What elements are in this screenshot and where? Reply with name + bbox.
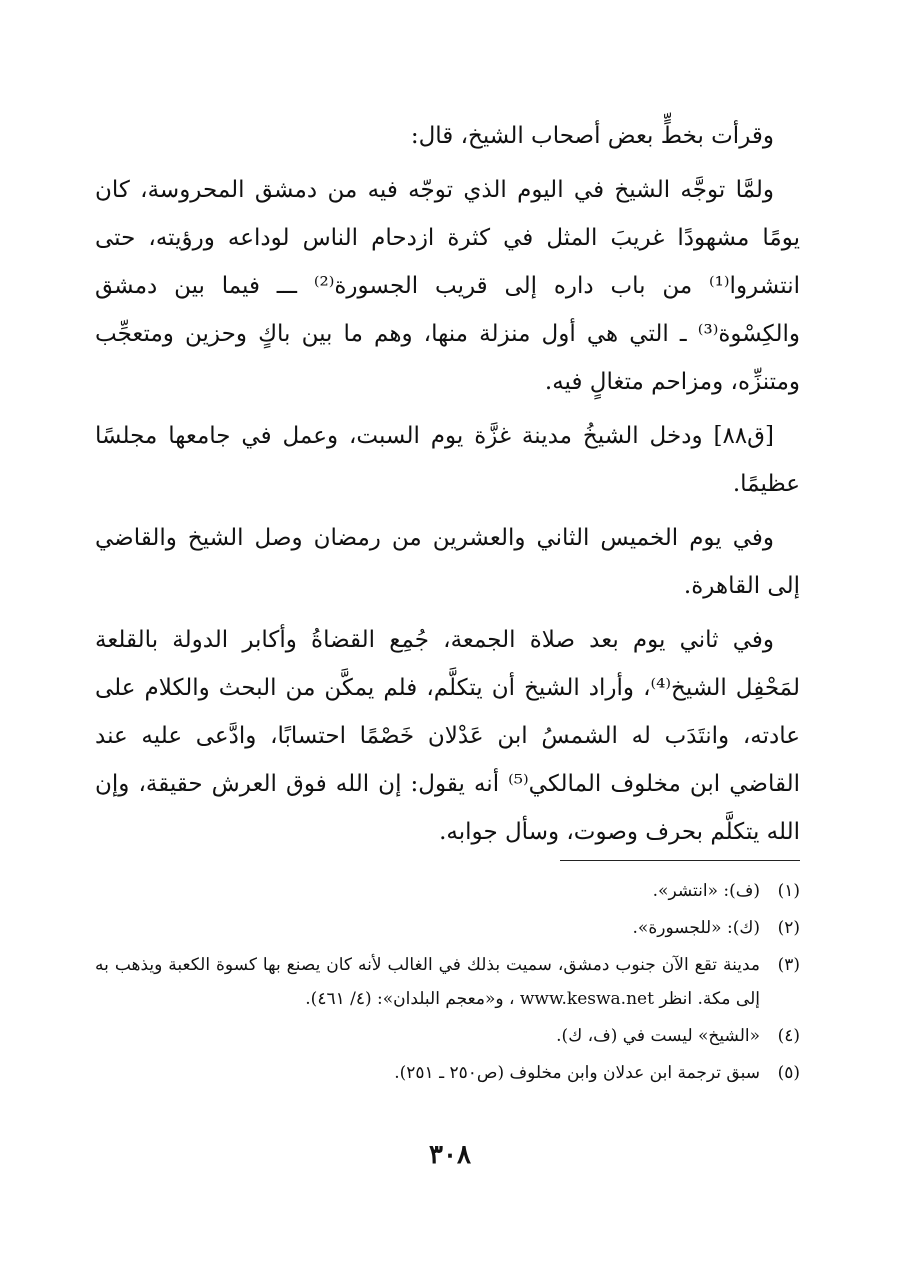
footnote-text: (ك): «للجسورة». bbox=[632, 918, 760, 938]
paragraph-1: وقرأت بخطٍّ بعض أصحاب الشيخ، قال: bbox=[410, 123, 774, 149]
footnote-number: (٤) bbox=[777, 1026, 800, 1046]
footnote-number: (١) bbox=[777, 881, 800, 901]
footnote-text: سبق ترجمة ابن عدلان وابن مخلوف (ص٢٥٠ ـ ٢٥١). bbox=[394, 1063, 760, 1083]
footnote-item bbox=[95, 1019, 800, 1053]
paragraph-5: وفي ثاني يوم بعد صلاة الجمعة، جُمِع القضاةُ وأكابر الدولة بالقلعة لمَحْفِل الشيخ⁽⁴⁾، وأراد الشيخ أن يتكلَّم، فلم يمكَّن من البحث والكلام على عادته، وانتَدَب له الشمسُ ابن عَدْلان خَصْمًا احتسابًا، وادَّعى عليه عند القاضي ابن مخلوف المالكي⁽⁵⁾ أنه يقول: إن الله فوق العرش حقيقة، وإن الله يتكلَّم بحرف وصوت، وسأل جوابه. bbox=[95, 627, 800, 845]
footnote-number: (٢) bbox=[777, 918, 800, 938]
page-number: ٣٠٨ bbox=[429, 1140, 471, 1170]
footnote-number: (٥) bbox=[777, 1063, 800, 1083]
footnotes bbox=[95, 874, 800, 1093]
footnote-text: مدينة تقع الآن جنوب دمشق، سميت بذلك في الغالب لأنه كان يصنع بها كسوة الكعبة ويذهب به إلى مكة. انظر www.keswa.net ، و«معجم البلدان»: (٤/ ٤٦١). bbox=[95, 955, 760, 1009]
footnote-item bbox=[95, 1056, 800, 1090]
footnote-item bbox=[95, 911, 800, 945]
footnote-item bbox=[95, 948, 800, 1016]
footnote-text: «الشيخ» ليست في (ف، ك). bbox=[556, 1026, 760, 1046]
paragraph-4: وفي يوم الخميس الثاني والعشرين من رمضان وصل الشيخ والقاضي إلى القاهرة. bbox=[95, 525, 800, 599]
paragraph-2: ولمَّا توجَّه الشيخ في اليوم الذي توجّه فيه من دمشق المحروسة، كان يومًا مشهودًا غريبَ المثل في كثرة ازدحام الناس لوداعه ورؤيته، حتى انتشروا⁽¹⁾ من باب داره إلى قريب الجسورة⁽²⁾ ـــ فيما بين دمشق والكِسْوة⁽³⁾ ـ التي هي أول منزلة منها، وهم ما بين باكٍ وحزين ومتعجِّب ومتنزِّه، ومزاحم متغالٍ فيه. bbox=[95, 177, 800, 395]
footnote-text: (ف): «انتشر». bbox=[652, 881, 760, 901]
footnote-item bbox=[95, 874, 800, 908]
footnote-number: (٣) bbox=[777, 955, 800, 975]
paragraph-3: [ق٨٨] ودخل الشيخُ مدينة غزَّة يوم السبت، وعمل في جامعها مجلسًا عظيمًا. bbox=[95, 423, 800, 497]
main-text bbox=[95, 112, 800, 862]
footnote-separator bbox=[560, 860, 800, 861]
